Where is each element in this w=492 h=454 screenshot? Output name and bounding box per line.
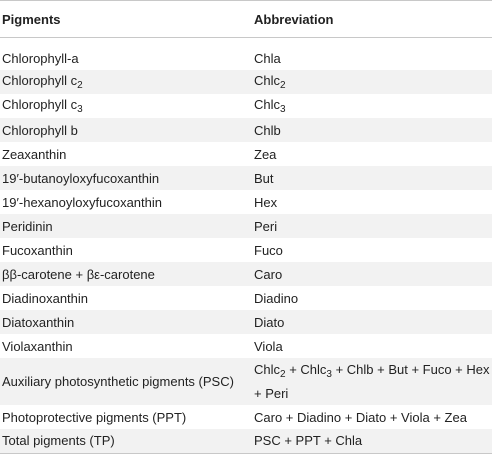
table-row: [0, 310, 492, 334]
pigment-abbreviation: Diadino: [254, 290, 299, 306]
pigment-name: Chlorophyll-a: [2, 50, 79, 66]
pigment-abbreviation: Diato: [254, 310, 492, 334]
pigment-abbreviation: But: [254, 166, 492, 190]
pigment-name: Total pigments (TP): [0, 429, 254, 453]
table-row: [0, 334, 492, 358]
pigment-abbreviation: Caro: [254, 262, 492, 286]
pigment-name: Chlorophyll $c_3$: [2, 97, 83, 115]
pigment-abbreviation: Caro + Diadino + Diato + Viola + Zea: [254, 409, 467, 425]
pigments-header: Pigments: [0, 1, 254, 38]
pigment-name: Fucoxanthin: [2, 242, 73, 258]
pigment-abbreviation: Fuco: [254, 242, 283, 258]
pigment-abbreviation: Chlc$_2$: [254, 70, 492, 94]
pigment-abbreviation: Peri: [254, 214, 492, 238]
table-row: [0, 286, 492, 310]
header-row: [0, 1, 492, 38]
pigment-name: 19′-butanoyloxyfucoxanthin: [0, 166, 254, 190]
pigment-abbreviation: Viola: [254, 338, 283, 354]
table-row: [0, 118, 492, 142]
table-row: [0, 429, 492, 453]
pigment-name: Photoprotective pigments (PPT): [2, 409, 187, 425]
pigment-name: ββ-carotene + βε-carotene: [0, 262, 254, 286]
table-row: [0, 405, 492, 429]
table-row: [0, 358, 492, 405]
pigment-abbreviation: Chlc$_3$: [254, 97, 286, 115]
table-row: [0, 94, 492, 118]
pigment-name: Auxiliary photosynthetic pigments (PSC): [0, 358, 254, 405]
pigment-abbreviation: PSC + PPT + Chla: [254, 429, 492, 453]
pigment-name: 19′-hexanoyloxyfucoxanthin: [2, 194, 162, 210]
pigment-name: Peridinin: [0, 214, 254, 238]
pigment-name: Diatoxanthin: [0, 310, 254, 334]
table-row: [0, 142, 492, 166]
table-row: [0, 190, 492, 214]
pigment-name: Chlorophyll $c_2$: [0, 70, 254, 94]
table-row: [0, 166, 492, 190]
table-row: [0, 214, 492, 238]
pigment-abbreviation: Hex: [254, 194, 278, 210]
pigment-abbreviation: Chlc$_2$ + Chlc$_3$ + Chlb + But + Fuco + Hex + Peri: [254, 358, 492, 405]
pigment-name: Diadinoxanthin: [2, 290, 89, 306]
pigment-abbreviation: Zea: [254, 146, 277, 162]
pigment-name: Zeaxanthin: [2, 146, 67, 162]
pigment-name: Violaxanthin: [2, 338, 73, 354]
table-row: [0, 238, 492, 262]
table-row: [0, 262, 492, 286]
pigment-abbreviation: Chlb: [254, 118, 492, 142]
table-row: [0, 38, 492, 71]
abbreviation-header: Abbreviation: [254, 1, 492, 38]
pigment-abbreviation: Chla: [254, 50, 281, 66]
pigment-name: Chlorophyll b: [0, 118, 254, 142]
table-row: [0, 70, 492, 94]
